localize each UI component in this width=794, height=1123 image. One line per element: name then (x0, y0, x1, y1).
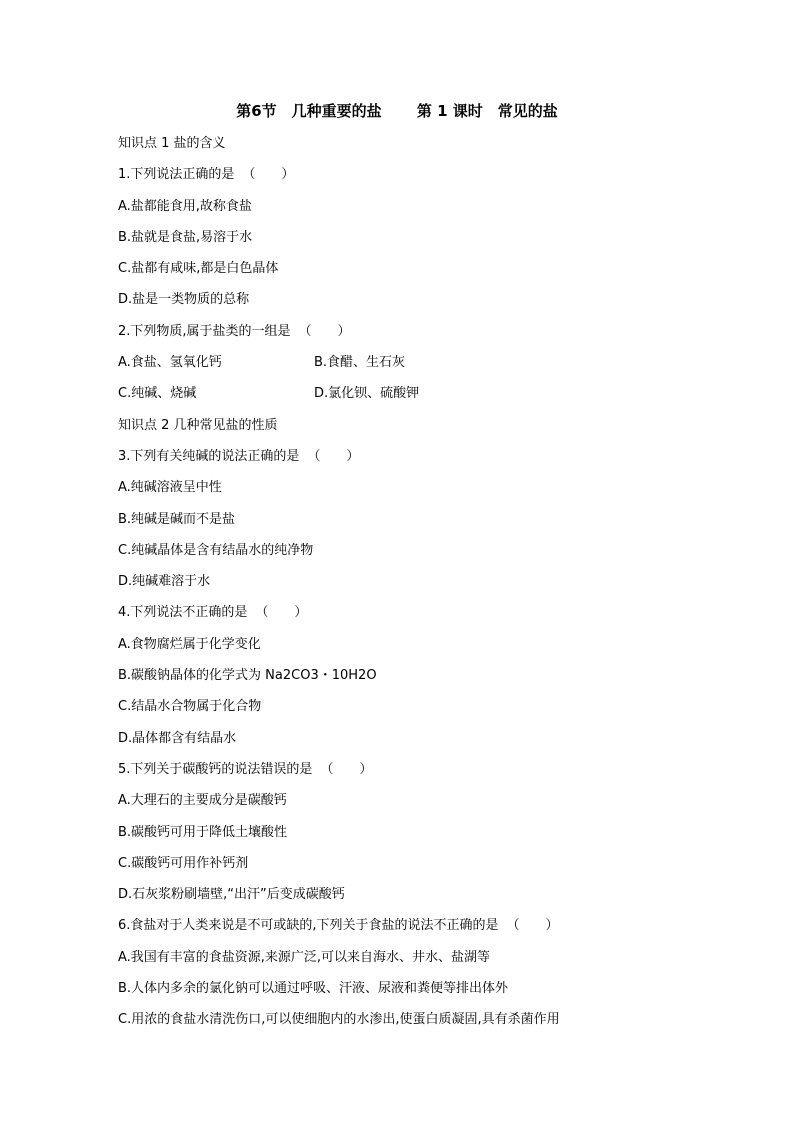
question-2-text: 2.下列物质,属于盐类的一组是 (118, 323, 291, 339)
answer-blank-2: （ ） (298, 323, 351, 339)
q1-option-c: C.盐都有咸味,都是白色晶体 (118, 261, 279, 277)
q1-option-b: B.盐就是食盐,易溶于水 (118, 229, 253, 245)
question-3-stem (118, 446, 678, 477)
q5-option-b: B.碳酸钙可用于降低土壤酸性 (118, 824, 288, 840)
question-6-stem (118, 915, 678, 946)
worksheet-content (118, 133, 678, 1041)
q5-option-c: C.碳酸钙可用作补钙剂 (118, 855, 249, 871)
q2-option-a: A.食盐、氢氧化钙 (118, 355, 222, 371)
q2-options-row-2 (118, 383, 678, 414)
q6-option-b: B.人体内多余的氯化钠可以通过呼吸、汗液、尿液和粪便等排出体外 (118, 981, 509, 997)
q2-options-row-1 (118, 352, 678, 383)
q4-option-a: A.食物腐烂属于化学变化 (118, 636, 261, 652)
question-4-text: 4.下列说法不正确的是 (118, 605, 248, 621)
q3-option-d: D.纯碱难溶于水 (118, 574, 211, 590)
q2-option-c: C.纯碱、烧碱 (118, 386, 197, 402)
question-6-text: 6.食盐对于人类来说是不可或缺的,下列关于食盐的说法不正确的是 (118, 918, 499, 934)
section-heading-2: 知识点 2 几种常见盐的性质 (118, 417, 278, 433)
question-3-text: 3.下列有关纯碱的说法正确的是 (118, 448, 300, 464)
section-heading-1: 知识点 1 盐的含义 (118, 136, 226, 151)
question-5-text: 5.下列关于碳酸钙的说法错误的是 (118, 761, 313, 777)
question-1-text: 1.下列说法正确的是 (118, 167, 235, 183)
q3-option-a: A.纯碱溶液呈中性 (118, 480, 222, 496)
q5-option-a: A.大理石的主要成分是碳酸钙 (118, 793, 287, 809)
q1-option-d: D.盐是一类物质的总称 (118, 292, 250, 308)
q4-option-b: B.碳酸钠晶体的化学式为 Na2CO3・10H2O (118, 668, 377, 684)
q2-option-d: D.氯化钡、硫酸钾 (314, 386, 420, 402)
q5-option-d: D.石灰浆粉刷墙壁,“出汗”后变成碳酸钙 (118, 887, 345, 903)
question-5-stem (118, 759, 678, 790)
page-title: 第6节 几种重要的盐 第 1 课时 常见的盐 (236, 102, 558, 120)
answer-blank-1: （ ） (242, 167, 295, 183)
answer-blank-5: （ ） (320, 761, 373, 777)
q6-option-c: C.用浓的食盐水清洗伤口,可以使细胞内的水渗出,使蛋白质凝固,具有杀菌作用 (118, 1012, 560, 1028)
q3-option-c: C.纯碱晶体是含有结晶水的纯净物 (118, 542, 314, 558)
q4-option-c: C.结晶水合物属于化合物 (118, 699, 262, 715)
q3-option-b: B.纯碱是碱而不是盐 (118, 511, 236, 527)
q4-option-d: D.晶体都含有结晶水 (118, 730, 237, 746)
answer-blank-3: （ ） (307, 448, 360, 464)
question-4-stem (118, 602, 678, 633)
q1-option-a: A.盐都能食用,故称食盐 (118, 198, 252, 214)
answer-blank-6: （ ） (506, 918, 559, 934)
question-1-stem (118, 164, 678, 195)
answer-blank-4: （ ） (255, 605, 308, 621)
q6-option-a: A.我国有丰富的食盐资源,来源广泛,可以来自海水、井水、盐湖等 (118, 949, 491, 965)
q2-option-b: B.食醋、生石灰 (314, 355, 406, 371)
question-2-stem (118, 321, 678, 352)
